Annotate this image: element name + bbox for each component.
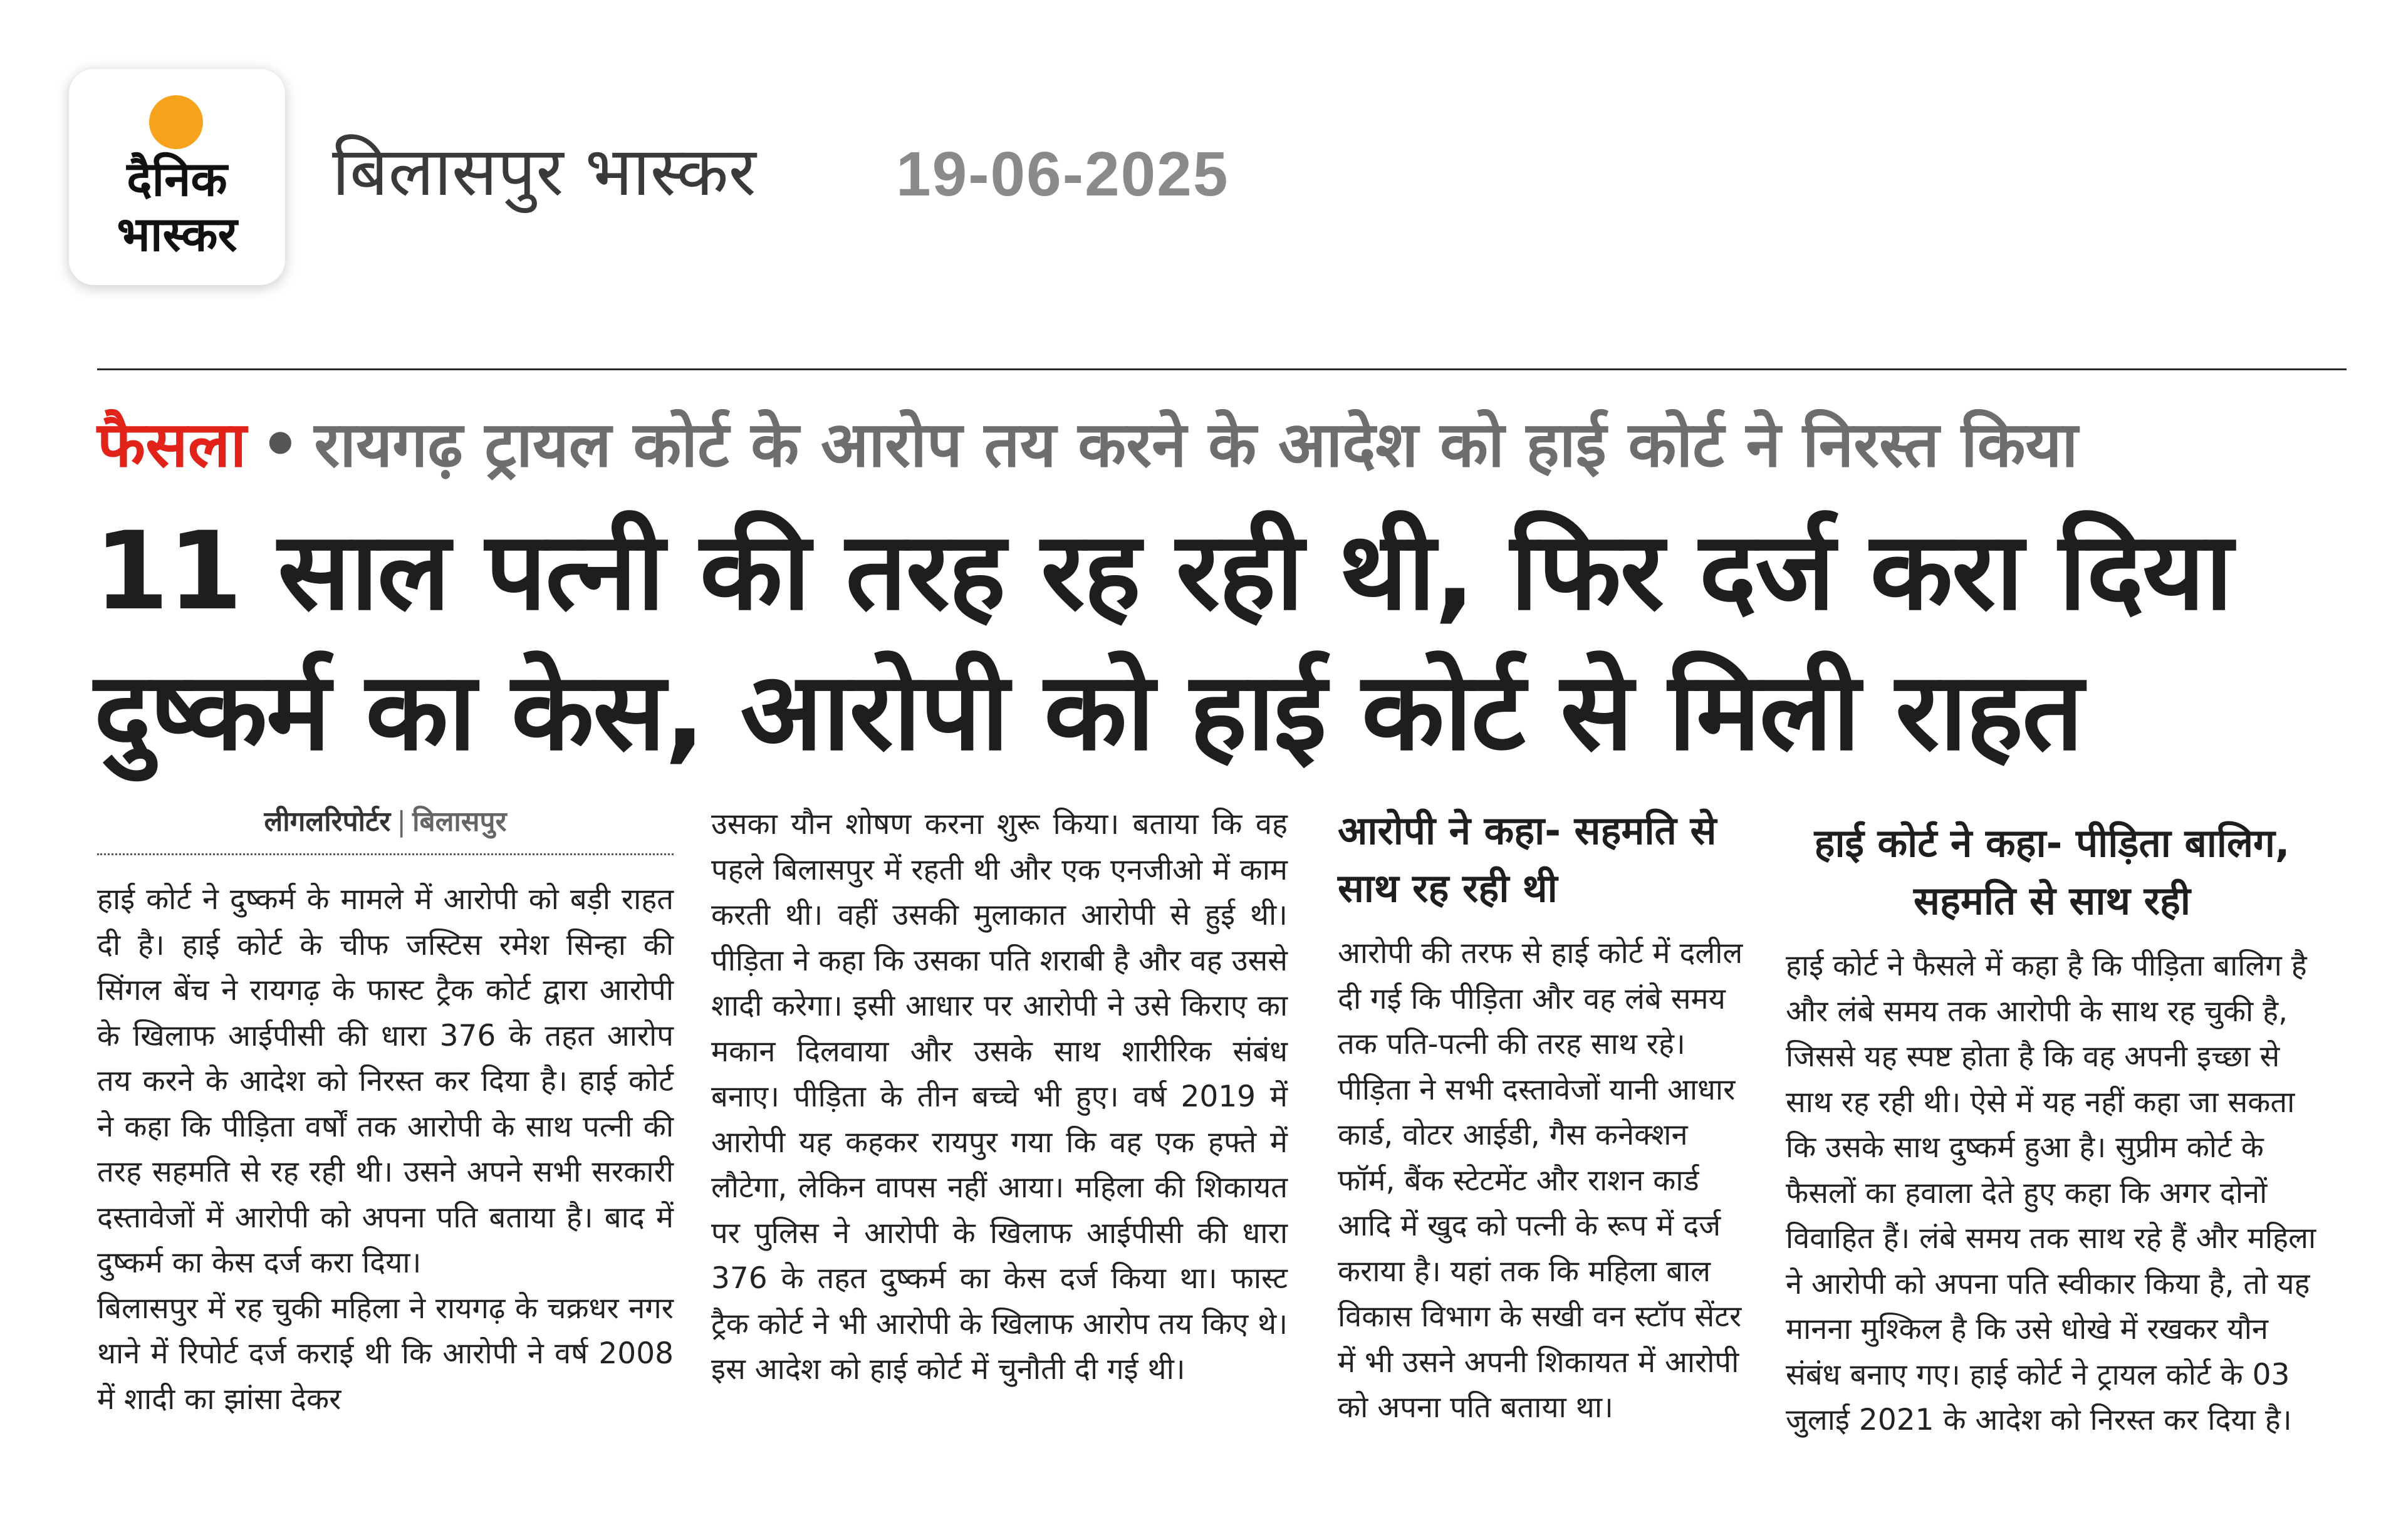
edition-date: 19-06-2025 <box>896 139 1229 209</box>
sun-icon <box>149 95 203 149</box>
article-headline <box>94 501 2325 781</box>
headline-line2: दुष्कर्म का केस, आरोपी को हाई कोर्ट से मिली राहत <box>94 648 2083 774</box>
column4-paragraph1: हाई कोर्ट ने फैसले में कहा है कि पीड़िता बालिग है और लंबे समय तक आरोपी के साथ रह चुकी है, जिससे यह स्पष्ट होता है कि वह अपनी इच्छा से साथ रह रही थी। ऐसे में यह नहीं कहा जा सकता कि उसके साथ दुष्कर्म हुआ है। सुप्रीम कोर्ट के फैसलों का हवाला देते हुए कहा कि अगर दोनों विवाहित हैं। लंबे समय तक साथ रहे हैं और महिला ने आरोपी को अपना पति स्वीकार किया है, तो यह मानना मुश्किल है कि उसे धोखे में रखकर यौन संबंध बनाए गए। हाई कोर्ट ने ट्रायल कोर्ट के 03 जुलाई 2021 के आदेश को निरस्त कर दिया है। <box>1786 949 2316 1437</box>
column3-subheading: आरोपी ने कहा- सहमति से साथ रह रही थी <box>1338 808 1717 911</box>
byline-divider <box>97 853 674 855</box>
edition-title: बिलासपुर भास्कर <box>332 133 756 211</box>
column2-paragraph1: उसका यौन शोषण करना शुरू किया। बताया कि वह पहले बिलासपुर में रहती थी और एक एनजीओ में काम करती थी। वहीं उसकी मुलाकात आरोपी से हुई थी। पीड़िता ने कहा कि उसका पति शराबी है और वह उससे शादी करेगा। इसी आधार पर आरोपी ने उसे किराए का मकान दिलवाया और उसके साथ शारीरिक संबंध बनाए। पीड़िता के तीन बच्चे भी हुए। वर्ष 2019 में आरोपी यह कहकर रायपुर गया कि वह एक हफ्ते में लौटेगा, लेकिन वापस नहीं आया। महिला की शिकायत पर पुलिस ने आरोपी के खिलाफ आईपीसी की धारा 376 के तहत दुष्कर्म का केस दर्ज किया था। फास्ट ट्रैक कोर्ट ने भी आरोपी के खिलाफ आरोप तय किए थे। इस आदेश को हाई कोर्ट में चुनौती दी गई थी। <box>711 807 1288 1387</box>
app-header <box>0 0 2386 351</box>
dainik-bhaskar-logo[interactable] <box>69 69 285 285</box>
article-column-2 <box>711 802 1288 1393</box>
byline <box>97 803 674 841</box>
kicker-text: रायगढ़ ट्रायल कोर्ट के आरोप तय करने के आदेश को हाई कोर्ट ने निरस्त किया <box>314 408 2078 481</box>
column3-paragraph1: आरोपी की तरफ से हाई कोर्ट में दलील दी गई कि पीड़िता और वह लंबे समय तक पति-पत्नी की तरह साथ रहे। पीड़िता ने सभी दस्तावेजों यानी आधार कार्ड, वोटर आईडी, गैस कनेक्शन फॉर्म, बैंक स्टेटमेंट और राशन कार्ड आदि में खुद को पत्नी के रूप में दर्ज कराया है। यहां तक कि महिला बाल विकास विभाग के सखी वन स्टॉप सेंटर में भी उसने अपनी शिकायत में आरोपी को अपना पति बताया था। <box>1338 936 1743 1425</box>
article-column-4 <box>1786 814 2318 1444</box>
byline-separator: | <box>397 806 407 838</box>
kicker-line <box>97 407 2078 482</box>
column1-paragraph1: हाई कोर्ट ने दुष्कर्म के मामले में आरोपी को बड़ी राहत दी है। हाई कोर्ट के चीफ जस्टिस रमेश सिन्हा की सिंगल बेंच ने रायगढ़ के फास्ट ट्रैक कोर्ट द्वारा आरोपी के खिलाफ आईपीसी की धारा 376 के तहत आरोप तय करने के आदेश को निरस्त कर दिया है। हाई कोर्ट ने कहा कि पीड़िता वर्षों तक आरोपी के साथ पत्नी की तरह सहमति से रह रही थी। उसने अपने सभी सरकारी दस्तावेजों में आरोपी को अपना पति बताया है। बाद में दुष्कर्म का केस दर्ज करा दिया। <box>97 882 674 1280</box>
article-column-1 <box>97 877 674 1422</box>
byline-city: बिलासपुर <box>412 806 507 838</box>
header-divider <box>97 368 2347 370</box>
logo-text-line1: दैनिक <box>127 151 227 207</box>
byline-reporter: लीगलरिपोर्टर <box>264 806 391 838</box>
kicker-tag: फैसला <box>97 408 247 481</box>
headline-line1: 11 साल पत्नी की तरह रह रही थी, फिर दर्ज करा दिया <box>94 508 2232 634</box>
kicker-bullet: • <box>260 408 301 481</box>
column4-subheading: हाई कोर्ट ने कहा- पीड़िता बालिग, सहमति से साथ रही <box>1814 820 2290 923</box>
logo-text-line2: भास्कर <box>117 206 237 262</box>
article-column-3 <box>1338 802 1751 1431</box>
column1-paragraph2: बिलासपुर में रह चुकी महिला ने रायगढ़ के चक्रधर नगर थाने में रिपोर्ट दर्ज कराई थी कि आरोपी ने वर्ष 2008 में शादी का झांसा देकर <box>97 1291 674 1417</box>
